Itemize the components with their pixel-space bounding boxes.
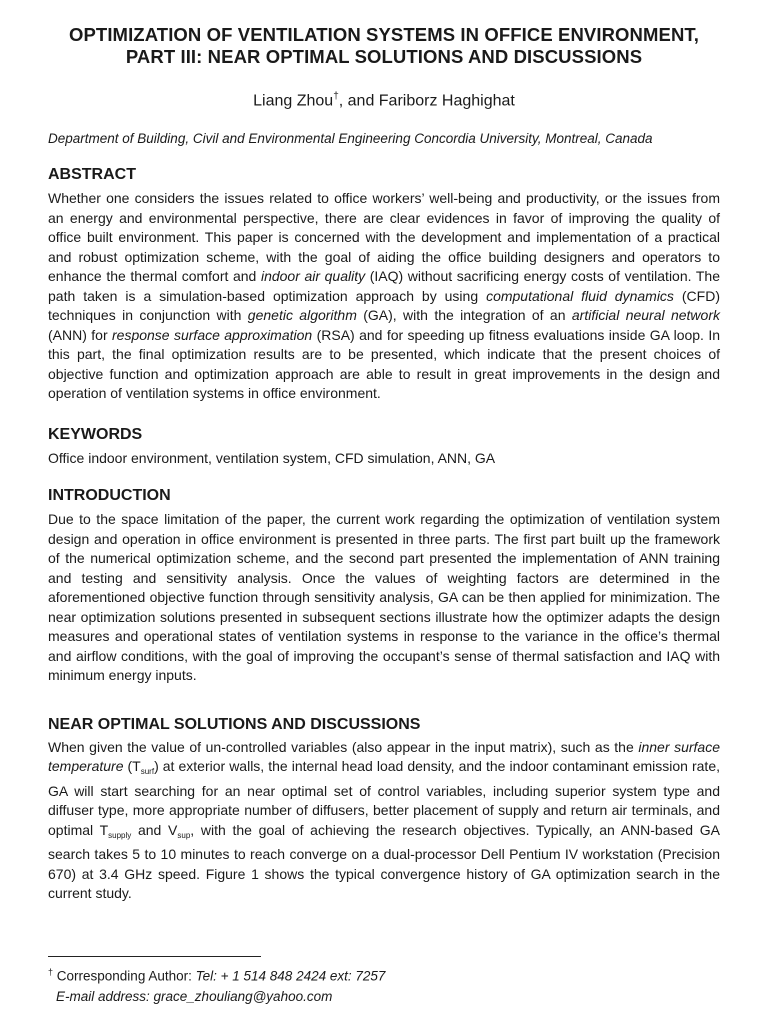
footnote-dagger: † bbox=[48, 967, 54, 977]
keywords-text: Office indoor environment, ventilation system, CFD simulation, ANN, GA bbox=[48, 449, 496, 466]
subscript-sup: sup bbox=[177, 830, 191, 840]
abstract-italic-term: genetic algorithm bbox=[247, 307, 357, 324]
footnote bbox=[48, 962, 385, 1007]
abstract-italic-term: artificial neural network bbox=[571, 307, 720, 324]
author-line bbox=[48, 88, 720, 110]
keywords-heading: KEYWORDS bbox=[48, 425, 143, 443]
near-optimal-text-part: (T bbox=[123, 758, 141, 775]
abstract-italic-term: indoor air quality bbox=[260, 268, 366, 285]
near-optimal-text bbox=[48, 738, 720, 904]
near-optimal-italic-term: inner surface temperature bbox=[48, 738, 721, 775]
subscript-supply: supply bbox=[108, 830, 132, 840]
footnote-line-2 bbox=[48, 987, 385, 1007]
near-optimal-text-part: ) at exterior walls, the internal head load density, and the indoor contaminant emission rate, GA will start searching for an near optimal set of control variables, including superior system type and diffuser type, more appropriate number of diffusers, better placement of supply and return air terminals, and optimal T bbox=[48, 758, 720, 838]
abstract-text-part: (RSA) and for speeding up fitness evaluations inside GA loop. In this part, the final optimization results are to be presented, which indicate that the present choices of objective function and optimization approach are able to result in great improvements in the design and operation of ventilation systems in office environment. bbox=[48, 326, 720, 402]
subscript-surf: surf bbox=[140, 767, 155, 777]
abstract-section bbox=[48, 165, 720, 404]
keywords-section bbox=[48, 425, 720, 469]
co-author: , and Fariborz Haghighat bbox=[338, 92, 515, 110]
abstract-italic-term: computational fluid dynamics bbox=[486, 287, 674, 304]
footnote-label: Corresponding Author: bbox=[53, 968, 196, 984]
abstract-heading: ABSTRACT bbox=[48, 166, 136, 184]
introduction-heading: INTRODUCTION bbox=[48, 487, 171, 505]
footnote-line-1 bbox=[48, 962, 385, 987]
paper-page bbox=[48, 24, 720, 904]
near-optimal-text-part: When given the value of un-controlled variables (also appear in the input matrix), such as the bbox=[48, 738, 639, 755]
paper-title: OPTIMIZATION OF VENTILATION SYSTEMS IN OFFICE ENVIRONMENT, PART III: NEAR OPTIMAL SOLUTIONS AND DISCUSSIONS bbox=[68, 24, 699, 67]
abstract-text-part: (CFD) techniques in conjunction with bbox=[48, 287, 720, 324]
footnote-divider bbox=[48, 956, 261, 957]
introduction-section bbox=[48, 486, 720, 686]
abstract-italic-term: response surface approximation bbox=[112, 326, 313, 343]
abstract-text-part: (ANN) for bbox=[48, 326, 112, 343]
near-optimal-section bbox=[48, 715, 720, 904]
footnote-telephone: Tel: + 1 514 848 2424 ext: 7257 bbox=[195, 968, 386, 984]
near-optimal-text-part: , with the goal of achieving the research objectives. Typically, an ANN-based GA search takes 5 to 10 minutes to reach converge on a dual-processor Dell Pentium IV workstation (Precision 670) at 3.4 GHz speed. Figure 1 shows the typical convergence history of GA optimization search in the current study. bbox=[48, 821, 720, 902]
near-optimal-heading: NEAR OPTIMAL SOLUTIONS AND DISCUSSIONS bbox=[48, 715, 421, 733]
abstract-text bbox=[48, 189, 720, 404]
abstract-text-part: (IAQ) without sacrificing energy costs of ventilation. The path taken is a simulation-based optimization approach by using bbox=[48, 268, 721, 304]
introduction-text: Due to the space limitation of the paper, the current work regarding the optimization of ventilation system design and operation in office environment is presented in three parts. The first part built up the framework of the numerical optimization scheme, and the second part presented the implementation of ANN training and testing and sensitivity analysis. Once the values of weighting factors are determined in the aforementioned objective function through sensitivity analysis, GA can be then applied for minimization. The near optimization solutions presented in subsequent sections illustrate how the optimizer adapts the design measures and operational states of ventilation systems in response to the variance in the office’s thermal and airflow conditions, with the goal of improving the occupant’s sense of thermal satisfaction and IAQ with minimum energy inputs. bbox=[48, 511, 720, 684]
author-name: Liang Zhou bbox=[253, 92, 334, 110]
dagger-mark: † bbox=[333, 91, 339, 102]
footnote-email: E-mail address: grace_zhouliang@yahoo.com bbox=[56, 988, 333, 1004]
near-optimal-text-part: and V bbox=[131, 821, 178, 838]
abstract-text-part: Whether one considers the issues related to office workers’ well-being and productivity, or the issues from an energy and environmental perspective, there are clear evidences in favor of improving the quality of office built environment. This paper is concerned with the development and implementation of a practical and robust optimization scheme, with the goal of aiding the office building designers and operators to enhance the thermal comfort and bbox=[48, 190, 720, 285]
affiliation: Department of Building, Civil and Environmental Engineering Concordia University, Montreal, Canada bbox=[48, 131, 653, 147]
abstract-text-part: (GA), with the integration of an bbox=[356, 307, 572, 324]
